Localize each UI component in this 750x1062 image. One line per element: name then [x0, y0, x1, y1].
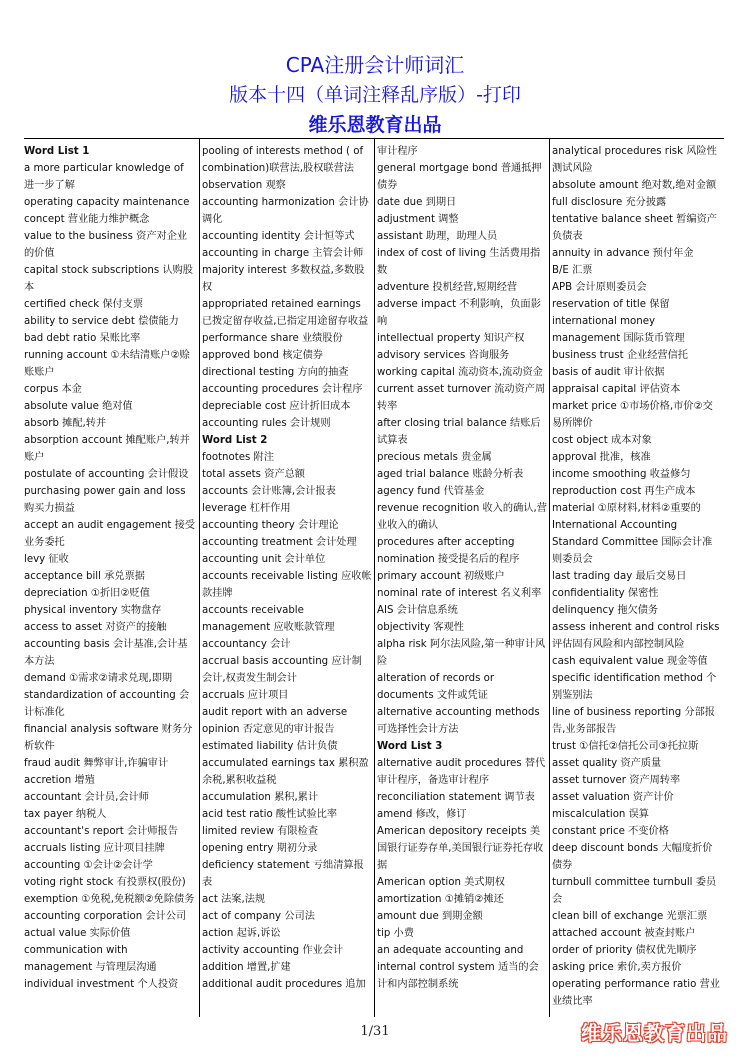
glossary-entry: concept 营业能力维护概念 [24, 214, 150, 225]
glossary-entry: accumulated earnings tax 累积盈余税,累积收益税 [202, 758, 369, 786]
glossary-entry: B/E 汇票 [552, 265, 593, 276]
glossary-entry: footnotes 附注 [202, 452, 274, 463]
glossary-entry: accounting corporation 会计公司 [24, 911, 187, 922]
glossary-entry: activity accounting 作业会计 [202, 945, 344, 956]
glossary-entry: cash equivalent value 现金等值 [552, 656, 708, 667]
glossary-entry: asset valuation 资产计价 [552, 792, 674, 803]
glossary-entry: observation 观察 [202, 180, 286, 191]
glossary-entry: objectivity 客观性 [377, 622, 464, 633]
glossary-entry: communication with management 与管理层沟通 [24, 945, 157, 973]
glossary-entry: primary account 初级账户 [377, 571, 505, 582]
glossary-entry: deficiency statement 亏绌清算报表 [202, 860, 364, 888]
glossary-entry: amend 修改，修订 [377, 809, 467, 820]
glossary-entry: accounting ①会计②会计学 [24, 860, 153, 871]
glossary-entry: approved bond 核定债券 [202, 350, 323, 361]
glossary-entry: voting right stock 有投票权(股份) [24, 877, 186, 888]
glossary-entry: accounting harmonization 会计协调化 [202, 197, 369, 225]
glossary-entry: accounts receivable management 应收账款管理 [202, 605, 335, 633]
glossary-entry: standardization of accounting 会计标准化 [24, 690, 190, 718]
glossary-entry: depreciable cost 应计折旧成本 [202, 401, 351, 412]
glossary-entry: alternative audit procedures 替代审计程序，备选审计程序 [377, 758, 546, 786]
glossary-entry: audit report with an adverse opinion 否定意见的审计报告 [202, 707, 348, 735]
glossary-entry: procedures after accepting [377, 537, 515, 548]
glossary-entry: act 法案,法规 [202, 894, 266, 905]
glossary-entry: accruals 应计项目 [202, 690, 289, 701]
glossary-entry: alpha risk 阿尔法风险,第一种审计风险 [377, 639, 546, 667]
glossary-entry: ability to service debt 偿债能力 [24, 316, 179, 327]
glossary-entry: full disclosure 充分披露 [552, 197, 667, 208]
glossary-entry: analytical procedures risk 风险性测试风险 [552, 146, 717, 174]
glossary-entry: total assets 资产总额 [202, 469, 305, 480]
glossary-entry: accumulation 累积,累计 [202, 792, 319, 803]
glossary-entry: order of priority 债权优先顺序 [552, 945, 697, 956]
glossary-entry: leverage 杠杆作用 [202, 503, 291, 514]
glossary-entry: AIS 会计信息系统 [377, 605, 458, 616]
word-list-heading: Word List 3 [377, 741, 443, 752]
glossary-entry: after closing trial balance 结账后试算表 [377, 418, 541, 446]
glossary-entry: absolute value 绝对值 [24, 401, 133, 412]
glossary-entry: cost object 成本对象 [552, 435, 652, 446]
glossary-entry: amortization ①摊销②摊还 [377, 894, 504, 905]
glossary-entry: agency fund 代管基金 [377, 486, 485, 497]
glossary-entry: accounts receivable listing 应收帐款挂牌 [202, 571, 372, 599]
glossary-entry: amount due 到期金额 [377, 911, 483, 922]
page-header [0, 50, 750, 140]
glossary-entry: absolute amount 绝对数,绝对金额 [552, 180, 717, 191]
glossary-entry: confidentiality 保密性 [552, 588, 659, 599]
word-list-heading: Word List 2 [202, 435, 268, 446]
glossary-entry: tip 小费 [377, 928, 414, 939]
glossary-entry: levy 征收 [24, 554, 69, 565]
glossary-entry: annuity in advance 预付年金 [552, 248, 694, 259]
glossary-entry: accounting procedures 会计程序 [202, 384, 363, 395]
glossary-entry: basis of audit 审计依据 [552, 367, 665, 378]
glossary-entry: opening entry 期初分录 [202, 843, 318, 854]
glossary-entry: working capital 流动资本,流动资金 [377, 367, 543, 378]
glossary-entry: precious metals 贵金属 [377, 452, 492, 463]
glossary-entry: International Accounting Standard Committee 国际会计准则委员会 [552, 520, 713, 565]
glossary-entry: operating capacity maintenance [24, 197, 190, 208]
glossary-entry: deep discount bonds 大幅度折价债券 [552, 843, 713, 871]
glossary-entry: accounting basis 会计基准,会计基本方法 [24, 639, 188, 667]
glossary-entry: purchasing power gain and loss 购买力损益 [24, 486, 186, 514]
glossary-entry: income smoothing 收益修匀 [552, 469, 691, 480]
glossary-entry: accrual basis accounting 应计制会计,权责发生制会计 [202, 656, 362, 684]
glossary-entry: absorption account 摊配账户,转并账户 [24, 435, 190, 463]
glossary-entry: American option 美式期权 [377, 877, 505, 888]
glossary-entry: intellectual property 知识产权 [377, 333, 525, 344]
glossary-entry: turnbull committee turnbull 委员会 [552, 877, 717, 905]
glossary-column-4 [549, 139, 724, 1017]
publisher-watermark: 维乐恩教育出品 [581, 1021, 728, 1045]
glossary-entry: financial analysis software 财务分析软件 [24, 724, 193, 752]
glossary-entry: assistant 助理，助理人员 [377, 231, 498, 242]
glossary-column-1 [24, 139, 199, 1017]
glossary-entry: appropriated retained earnings 已拨定留存收益,已指定用途留存收益 [202, 299, 369, 327]
glossary-entry: clean bill of exchange 光票汇票 [552, 911, 708, 922]
glossary-entry: documents 文件或凭证 [377, 690, 488, 701]
glossary-entry: asset turnover 资产周转率 [552, 775, 681, 786]
glossary-entry: accretion 增殖 [24, 775, 95, 786]
glossary-entry: trust ①信托②信托公司③托拉斯 [552, 741, 699, 752]
glossary-entry: general mortgage bond 普通抵押债券 [377, 163, 542, 191]
glossary-entry: miscalculation 误算 [552, 809, 649, 820]
glossary-entry: accountant's report 会计师报告 [24, 826, 178, 837]
glossary-entry: accruals listing 应计项目挂牌 [24, 843, 165, 854]
glossary-entry: reconciliation statement 调节表 [377, 792, 535, 803]
glossary-entry: accounting treatment 会计处理 [202, 537, 357, 548]
glossary-entry: nominal rate of interest 名义利率 [377, 588, 542, 599]
glossary-entry: tentative balance sheet 暂编资产负债表 [552, 214, 717, 242]
glossary-entry: index of cost of living 生活费用指数 [377, 248, 541, 276]
glossary-column-2 [199, 139, 374, 1017]
glossary-entry: running account ①未结清账户②赊账账户 [24, 350, 190, 378]
glossary-entry: aged trial balance 账龄分析表 [377, 469, 524, 480]
publisher-line: 维乐恩教育出品 [308, 114, 442, 136]
glossary-entry: tax payer 纳税人 [24, 809, 107, 820]
glossary-entry: action 起诉,诉讼 [202, 928, 281, 939]
glossary-entry: estimated liability 估计负债 [202, 741, 338, 752]
glossary-entry: asking price 索价,卖方报价 [552, 962, 682, 973]
glossary-entry: postulate of accounting 会计假设 [24, 469, 189, 480]
glossary-entry: attached account 被查封账户 [552, 928, 696, 939]
glossary-entry: accept an audit engagement 接受业务委托 [24, 520, 196, 548]
glossary-entry: accounting unit 会计单位 [202, 554, 326, 565]
glossary-entry: a more particular knowledge of 进一步了解 [24, 163, 184, 191]
glossary-entry: adjustment 调整 [377, 214, 459, 225]
glossary-entry: APB 会计原则委员会 [552, 282, 647, 293]
glossary-entry: accountancy 会计 [202, 639, 291, 650]
glossary-entry: actual value 实际价值 [24, 928, 131, 939]
glossary-entry: date due 到期日 [377, 197, 457, 208]
glossary-entry: adverse impact 不利影响，负面影响 [377, 299, 541, 327]
glossary-entry: business trust 企业经营信托 [552, 350, 688, 361]
glossary-entry: reproduction cost 再生产成本 [552, 486, 696, 497]
glossary-entry: material ①原材料,材料②重要的 [552, 503, 701, 514]
glossary-entry: revenue recognition 收入的确认,营业收入的确认 [377, 503, 547, 531]
glossary-entry: directional testing 方向的抽查 [202, 367, 349, 378]
glossary-entry: additional audit procedures 追加 [202, 979, 366, 990]
glossary-entry: limited review 有限检查 [202, 826, 319, 837]
glossary-entry: reservation of title 保留 [552, 299, 670, 310]
glossary-entry: depreciation ①折旧②贬值 [24, 588, 150, 599]
glossary-entry: performance share 业绩股份 [202, 333, 343, 344]
glossary-entry: bad debt ratio 呆账比率 [24, 333, 141, 344]
glossary-entry: asset quality 资产质量 [552, 758, 662, 769]
glossary-entry: certified check 保付支票 [24, 299, 144, 310]
glossary-entry: acid test ratio 酸性试验比率 [202, 809, 338, 820]
glossary-content [24, 138, 724, 1017]
glossary-entry: individual investment 个人投资 [24, 979, 179, 990]
glossary-entry: access to asset 对资产的接触 [24, 622, 167, 633]
glossary-entry: corpus 本金 [24, 384, 82, 395]
glossary-entry: act of company 公司法 [202, 911, 315, 922]
glossary-entry: accounting in charge 主管会计师 [202, 248, 364, 259]
glossary-entry: accounting theory 会计理论 [202, 520, 339, 531]
glossary-entry: majority interest 多数权益,多数股权 [202, 265, 365, 293]
glossary-entry: accounts 会计账簿,会计报表 [202, 486, 336, 497]
glossary-entry: accounting rules 会计规则 [202, 418, 331, 429]
glossary-entry: delinquency 拖欠债务 [552, 605, 659, 616]
glossary-entry: appraisal capital 评估资本 [552, 384, 681, 395]
glossary-entry: line of business reporting 分部报告,业务部报告 [552, 707, 715, 735]
glossary-entry: exemption ①免税,免税额②免除债务 [24, 894, 195, 905]
glossary-entry: assess inherent and control risks 评估固有风险和内部控制风险 [552, 622, 720, 650]
glossary-entry: alteration of records or [377, 673, 495, 684]
glossary-entry: nomination 接受提名后的程序 [377, 554, 520, 565]
glossary-entry: market price ①市场价格,市价②交易所牌价 [552, 401, 713, 429]
glossary-entry: 审计程序 [377, 146, 418, 157]
glossary-entry: advisory services 咨询服务 [377, 350, 510, 361]
glossary-entry: last trading day 最后交易日 [552, 571, 687, 582]
glossary-entry: adventure 投机经营,短期经营 [377, 282, 518, 293]
glossary-entry: American depository receipts 美国银行证券存单,美国银行证券托存收据 [377, 826, 544, 871]
glossary-entry: acceptance bill 承兑票据 [24, 571, 145, 582]
glossary-entry: addition 增置,扩建 [202, 962, 291, 973]
glossary-entry: physical inventory 实物盘存 [24, 605, 162, 616]
glossary-entry: pooling of interests method ( of combination)联营法,股权联营法 [202, 146, 364, 174]
glossary-entry: accountant 会计员,会计师 [24, 792, 149, 803]
page-number: 1/31 [360, 1024, 390, 1039]
glossary-entry: fraud audit 舞弊审计,诈骗审计 [24, 758, 169, 769]
glossary-entry: specific identification method 个别鉴别法 [552, 673, 717, 701]
word-list-heading: Word List 1 [24, 146, 90, 157]
glossary-entry: an adequate accounting and internal control system 适当的会计和内部控制系统 [377, 945, 539, 990]
glossary-entry: accounting identity 会计恒等式 [202, 231, 355, 242]
glossary-entry: current asset turnover 流动资产周转率 [377, 384, 546, 412]
glossary-entry: alternative accounting methods 可选择性会计方法 [377, 707, 540, 735]
glossary-column-3 [374, 139, 549, 1017]
document-subtitle: 版本十四（单词注释乱序版）-打印 [229, 84, 521, 106]
glossary-entry: capital stock subscriptions 认购股本 [24, 265, 193, 293]
glossary-entry: approval 批准，核准 [552, 452, 651, 463]
glossary-entry: absorb 摊配,转并 [24, 418, 107, 429]
glossary-entry: value to the business 资产对企业的价值 [24, 231, 188, 259]
glossary-entry: constant price 不变价格 [552, 826, 669, 837]
glossary-entry: demand ①需求②请求兑现,即期 [24, 673, 173, 684]
glossary-entry: operating performance ratio 营业业绩比率 [552, 979, 720, 1007]
document-title: CPA注册会计师词汇 [285, 53, 465, 77]
glossary-entry: international money management 国际货币管理 [552, 316, 685, 344]
